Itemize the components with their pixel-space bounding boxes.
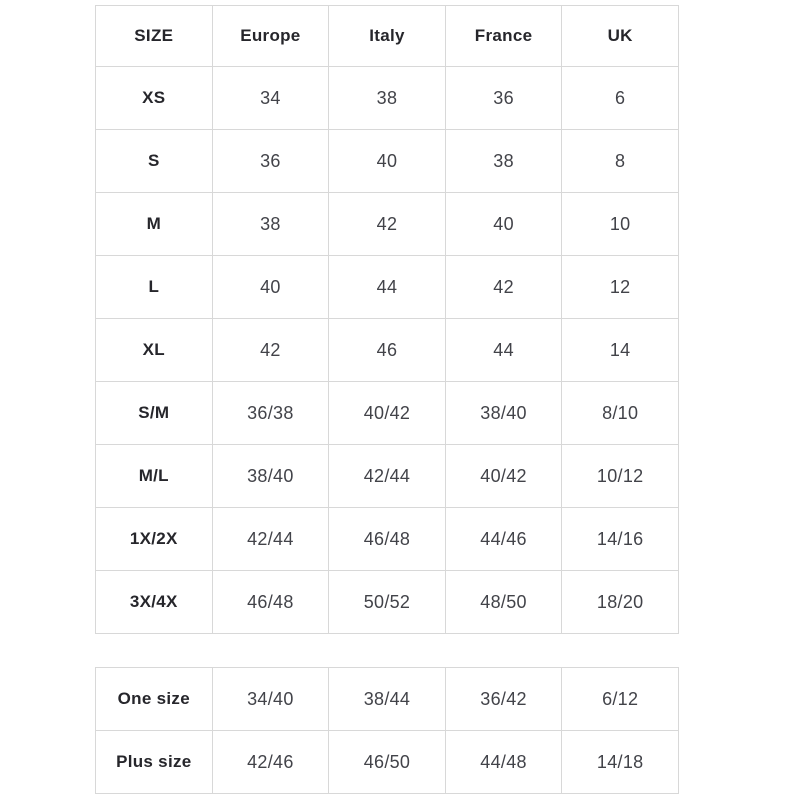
header-cell-uk: UK — [562, 6, 679, 67]
size-cell: XS — [96, 67, 213, 130]
table-row — [96, 256, 679, 319]
special-table-body — [96, 668, 679, 794]
value-cell: 44 — [329, 256, 446, 319]
size-cell: L — [96, 256, 213, 319]
value-cell: 34 — [212, 67, 329, 130]
value-cell: 36 — [212, 130, 329, 193]
table-header-row — [96, 6, 679, 67]
value-cell: 42/44 — [329, 445, 446, 508]
size-cell: XL — [96, 319, 213, 382]
table-row — [96, 193, 679, 256]
table-row — [96, 508, 679, 571]
value-cell: 40 — [212, 256, 329, 319]
value-cell: 42 — [329, 193, 446, 256]
value-cell: 48/50 — [445, 571, 562, 634]
size-cell: 3X/4X — [96, 571, 213, 634]
value-cell: 8 — [562, 130, 679, 193]
value-cell: 12 — [562, 256, 679, 319]
value-cell: 38/40 — [445, 382, 562, 445]
header-cell-france: France — [445, 6, 562, 67]
value-cell: 42 — [212, 319, 329, 382]
value-cell: 40/42 — [329, 382, 446, 445]
value-cell: 40/42 — [445, 445, 562, 508]
table-row — [96, 571, 679, 634]
value-cell: 44 — [445, 319, 562, 382]
value-cell: 38 — [212, 193, 329, 256]
value-cell: 36 — [445, 67, 562, 130]
value-cell: 14/16 — [562, 508, 679, 571]
value-cell: 42/46 — [212, 731, 329, 794]
value-cell: 34/40 — [212, 668, 329, 731]
value-cell: 46/48 — [329, 508, 446, 571]
value-cell: 6 — [562, 67, 679, 130]
size-table-header — [96, 6, 679, 67]
special-sizes-table — [95, 667, 679, 794]
table-row — [96, 445, 679, 508]
table-row — [96, 731, 679, 794]
value-cell: 14 — [562, 319, 679, 382]
value-cell: 40 — [445, 193, 562, 256]
size-cell: S/M — [96, 382, 213, 445]
value-cell: 46/50 — [329, 731, 446, 794]
value-cell: 36/42 — [445, 668, 562, 731]
size-conversion-table — [95, 5, 679, 634]
value-cell: 6/12 — [562, 668, 679, 731]
value-cell: 38/44 — [329, 668, 446, 731]
value-cell: 10/12 — [562, 445, 679, 508]
size-cell: One size — [96, 668, 213, 731]
size-cell: M — [96, 193, 213, 256]
header-cell-europe: Europe — [212, 6, 329, 67]
table-row — [96, 668, 679, 731]
table-row — [96, 130, 679, 193]
value-cell: 42 — [445, 256, 562, 319]
value-cell: 38 — [329, 67, 446, 130]
value-cell: 38/40 — [212, 445, 329, 508]
value-cell: 36/38 — [212, 382, 329, 445]
value-cell: 38 — [445, 130, 562, 193]
value-cell: 8/10 — [562, 382, 679, 445]
size-cell: Plus size — [96, 731, 213, 794]
value-cell: 44/46 — [445, 508, 562, 571]
table-row — [96, 382, 679, 445]
table-row — [96, 319, 679, 382]
value-cell: 50/52 — [329, 571, 446, 634]
value-cell: 10 — [562, 193, 679, 256]
value-cell: 46/48 — [212, 571, 329, 634]
table-row — [96, 67, 679, 130]
value-cell: 18/20 — [562, 571, 679, 634]
value-cell: 14/18 — [562, 731, 679, 794]
value-cell: 46 — [329, 319, 446, 382]
value-cell: 44/48 — [445, 731, 562, 794]
header-cell-size: SIZE — [96, 6, 213, 67]
size-cell: S — [96, 130, 213, 193]
header-cell-italy: Italy — [329, 6, 446, 67]
size-cell: 1X/2X — [96, 508, 213, 571]
size-table-body — [96, 67, 679, 634]
value-cell: 40 — [329, 130, 446, 193]
size-cell: M/L — [96, 445, 213, 508]
value-cell: 42/44 — [212, 508, 329, 571]
